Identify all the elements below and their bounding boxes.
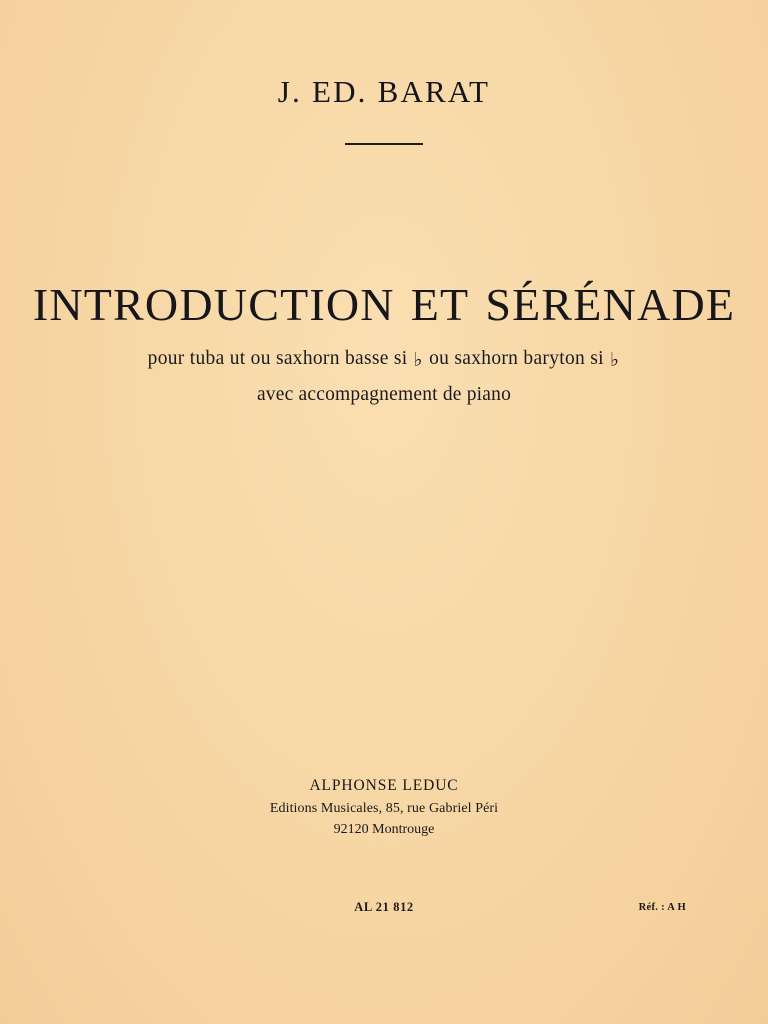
publisher-address: Editions Musicales, 85, rue Gabriel Péri (269, 801, 499, 816)
page-title (0, 281, 768, 329)
publisher-name: ALPHONSE LEDUC (309, 777, 459, 794)
reference-code: Réf. : A H (638, 902, 686, 913)
title-word-serenade: SÉRÉNADE (485, 279, 736, 330)
publisher-block (0, 777, 768, 838)
composer-name: J. ED. BARAT (277, 74, 491, 109)
instrumentation-part-2: ou saxhorn baryton si (429, 348, 604, 370)
title-word-introduction: INTRODUCTION (32, 279, 395, 330)
instrumentation-line (0, 348, 768, 370)
accompaniment-line: avec accompagnement de piano (256, 384, 512, 406)
title-divider-rule (345, 143, 423, 145)
title-block (0, 281, 768, 406)
footer-block (0, 900, 768, 922)
publisher-city: 92120 Montrouge (333, 822, 435, 837)
title-word-et: ET (410, 279, 470, 330)
flat-sign-icon-2: ♭ (610, 349, 620, 372)
instrumentation-part-1: pour tuba ut ou saxhorn basse si (147, 348, 408, 370)
flat-sign-icon: ♭ (413, 349, 423, 372)
catalog-number: AL 21 812 (354, 900, 414, 914)
